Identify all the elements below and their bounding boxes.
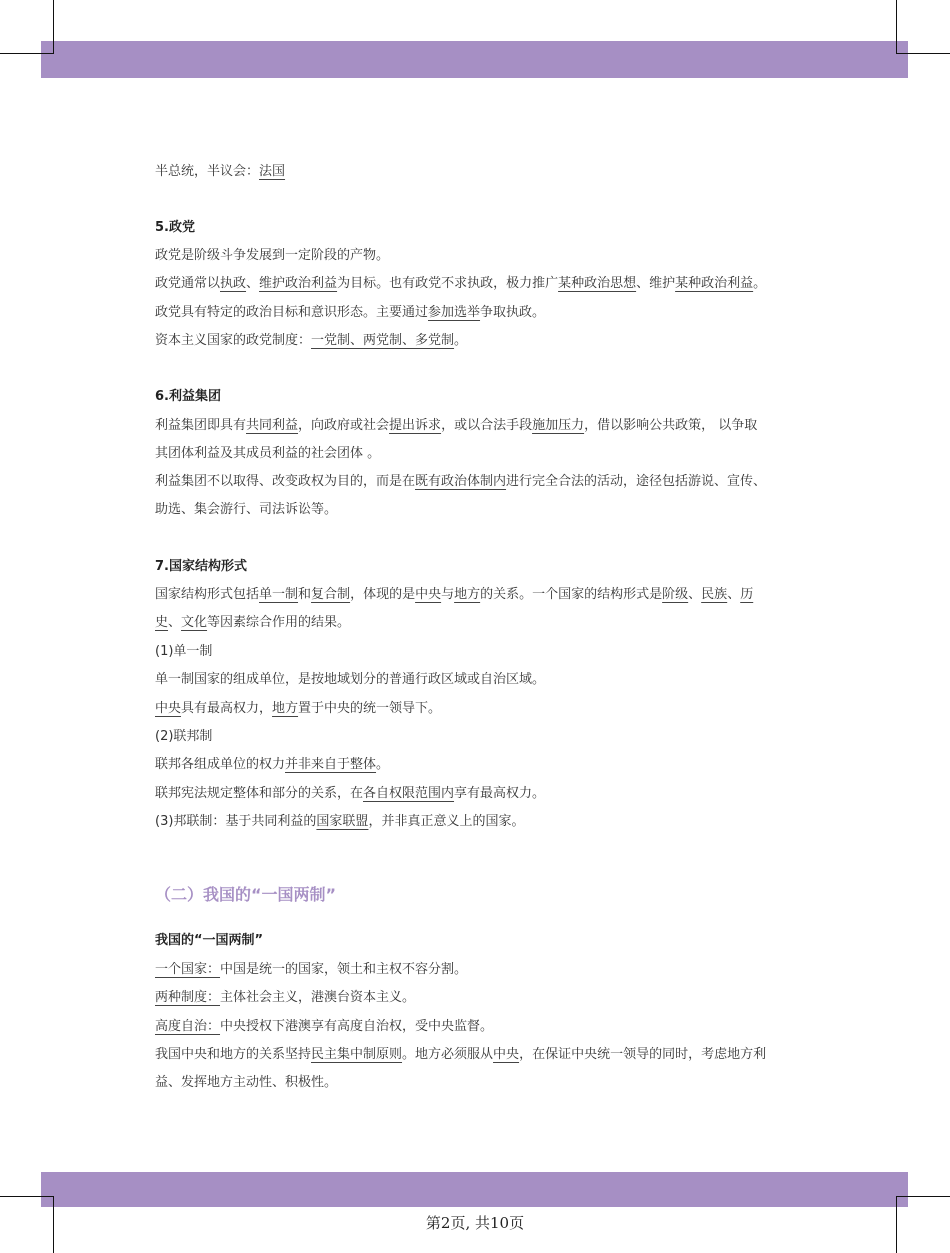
paragraph: 益、发挥地方主动性、积极性。: [155, 1075, 338, 1090]
section-heading: 6.利益集团: [155, 389, 221, 404]
crop-mark: [896, 53, 950, 54]
paragraph: 助选、集会游行、司法诉讼等。: [155, 502, 338, 517]
page-number: 第2页, 共10页: [425, 1214, 525, 1232]
crop-mark: [896, 0, 897, 54]
paragraph: 政党具有特定的政治目标和意识形态。主要通过参加选举争取执政。: [155, 305, 546, 320]
subsection-heading: （二）我国的“一国两制”: [155, 885, 337, 904]
paragraph: 一个国家：中国是统一的国家，领土和主权不容分割。: [155, 962, 468, 977]
paragraph: 国家结构形式包括单一制和复合制，体现的是中央与地方的关系。一个国家的结构形式是阶级、民族、历: [155, 587, 754, 602]
paragraph: (1)单一制: [155, 644, 213, 659]
paragraph: (3)邦联制：基于共同利益的国家联盟，并非真正意义上的国家。: [155, 814, 525, 829]
footer-band: [41, 1172, 908, 1207]
crop-mark: [0, 1196, 54, 1197]
paragraph: 高度自治：中央授权下港澳享有高度自治权，受中央监督。: [155, 1019, 494, 1034]
paragraph: 政党通常以执政、维护政治利益为目标。也有政党不求执政，极力推广某种政治思想、维护某种政治利益。: [155, 276, 767, 291]
crop-mark: [0, 53, 54, 54]
paragraph: 我国中央和地方的关系坚持民主集中制原则。地方必须服从中央，在保证中央统一领导的同时，考虑地方利: [155, 1047, 767, 1062]
section-heading: 我国的“一国两制”: [155, 933, 264, 948]
paragraph: 中央具有最高权力，地方置于中央的统一领导下。: [155, 701, 442, 716]
paragraph: 半总统，半议会：法国: [155, 164, 286, 179]
header-band: [41, 41, 908, 78]
paragraph: 单一制国家的组成单位，是按地域划分的普通行政区域或自治区域。: [155, 672, 546, 687]
section-heading: 7.国家结构形式: [155, 559, 247, 574]
paragraph: 利益集团不以取得、改变政权为目的，而是在既有政治体制内进行完全合法的活动，途径包括游说、宣传、: [155, 474, 767, 489]
paragraph: 利益集团即具有共同利益，向政府或社会提出诉求，或以合法手段施加压力，借以影响公共政策， 以争取: [155, 418, 758, 433]
paragraph: 史、文化等因素综合作用的结果。: [155, 615, 351, 630]
paragraph: (2)联邦制: [155, 729, 213, 744]
paragraph: 两种制度：主体社会主义，港澳台资本主义。: [155, 990, 416, 1005]
paragraph: 政党是阶级斗争发展到一定阶段的产物。: [155, 248, 390, 263]
crop-mark: [896, 1196, 950, 1197]
paragraph: 其团体利益及其成员利益的社会团体 。: [155, 446, 381, 461]
crop-mark: [53, 0, 54, 54]
section-heading: 5.政党: [155, 220, 195, 235]
paragraph: 联邦宪法规定整体和部分的关系，在各自权限范围内享有最高权力。: [155, 786, 546, 801]
paragraph: 资本主义国家的政党制度：一党制、两党制、多党制。: [155, 333, 468, 348]
paragraph: 联邦各组成单位的权力并非来自于整体。: [155, 757, 390, 772]
